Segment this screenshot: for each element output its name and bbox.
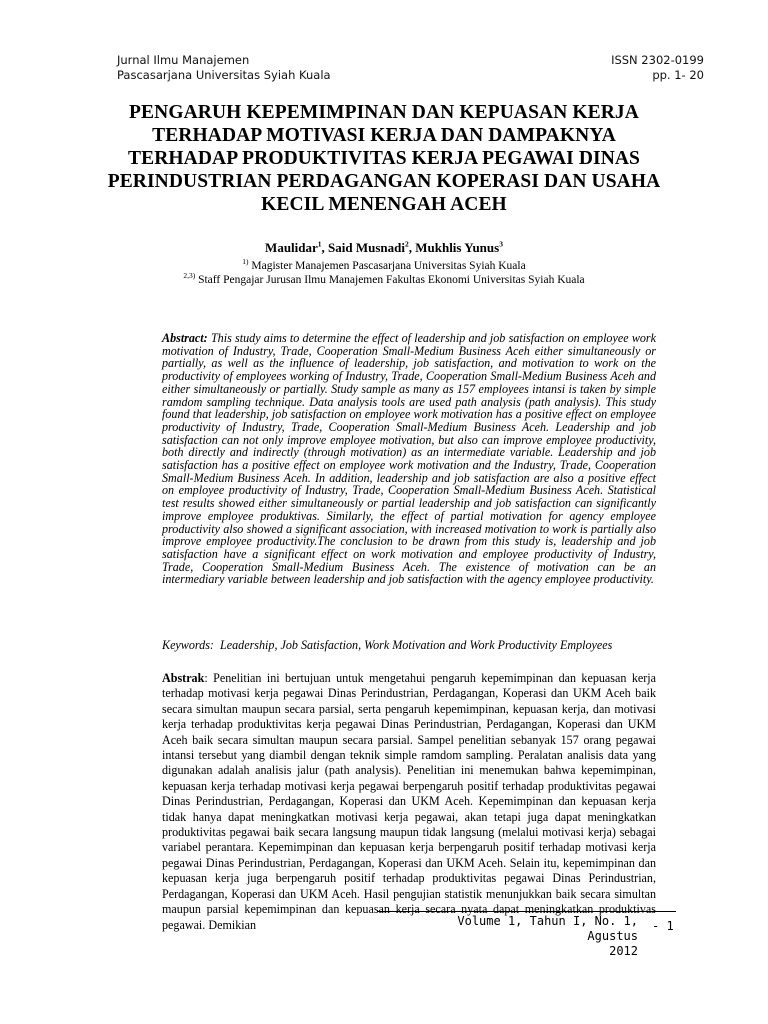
abstract-english [162, 332, 656, 586]
abstract-text: This study aims to determine the effect of leadership and job satisfaction on employee work motivation of Industry, Trade, Cooperation Small-Medium Business Aceh either simultaneously or partially, as well as the influence of leadership, job satisfaction, and motivation to work on the productivity of employees working of Industry, Trade, Cooperation Small-Medium Business Aceh and either simultaneously or partially. Study sample as many as 157 employees intansi is taken by simple ramdom sampling technique. Data analysis tools are used path analysis (path analysis). This study found that leadership, job satisfaction on employee work motivation has a positive effect on employee productivity of Industry, Trade, Cooperation Small-Medium Business Aceh. Leadership and job satisfaction can not only improve employee motivation, but also can improve employee productivity, both directly and indirectly (through motivation) as an intermediate variable. Leadership and job satisfaction has a positive effect on employee work motivation and the Industry, Trade, Cooperation Small-Medium Business Aceh. In addition, leadership and job satisfaction are also a positive effect on employee productivity of Industry, Trade, Cooperation Small-Medium Business Aceh. Statistical test results showed either simultaneously or partial leadership and job satisfaction can significantly improve employee produktivas. Similarly, the effect of partial motivation for agency employee productivity also showed a significant association, with increased motivation to work is partially also improve employee productivity.The conclusion to be drawn from this study is, leadership and job satisfaction have a significant effect on work motivation and employee productivity of Industry, Trade, Cooperation Small-Medium Business Aceh. The existence of motivation can be an intermediary variable between leadership and job satisfaction with the agency employee productivity. [162, 331, 657, 587]
affiliation-sup: 2,3) [183, 271, 196, 281]
author-sup: 3 [499, 239, 503, 249]
journal-name: Jurnal Ilmu Manajemen [117, 53, 250, 67]
keywords-label: Keywords: [162, 638, 214, 652]
abstract-label: Abstract: [162, 331, 208, 345]
author-name: Mukhlis Yunus [415, 240, 500, 255]
affiliation-text: Magister Manajemen Pascasarjana Universitas Syiah Kuala [251, 260, 526, 272]
affiliation-text: Staff Pengajar Jurusan Ilmu Manajemen Fakultas Ekonomi Universitas Syiah Kuala [198, 274, 585, 286]
abstrak-label: Abstrak [162, 671, 205, 685]
paper-title: PENGARUH KEPEMIMPINAN DAN KEPUASAN KERJA TERHADAP MOTIVASI KERJA DAN DAMPAKNYA TERHADAP PRODUKTIVITAS KERJA PEGAWAI DINAS PERINDUSTRIAN PERDAGANGAN KOPERASI DAN USAHA KECIL MENENGAH ACEH [107, 102, 661, 215]
keywords-text: Leadership, Job Satisfaction, Work Motivation and Work Productivity Employees [220, 638, 613, 652]
author-name: Said Musnadi [328, 240, 405, 255]
affiliation-2 [0, 271, 768, 286]
author-name: Maulidar [265, 240, 318, 255]
abstrak-text: : Penelitian ini bertujuan untuk mengetahui pengaruh kepemimpinan dan kepuasan kerja terhadap motivasi kerja pegawai Dinas Perindustrian, Perdagangan, Koperasi dan UKM Aceh baik secara simultan maupun secara parsial, serta pengaruh kepemimpinan, kepuasan kerja, dan motivasi kerja terhadap produktivitas kerja pegawai Dinas Perindustrian, Perdagangan, Koperasi dan UKM Aceh baik secara simultan maupun secara parsial. Sampel penelitian sebanyak 157 orang pegawai intansi tersebut yang diambil dengan teknik simple ramdom sampling. Peralatan analisis data yang digunakan adalah analisis jalur (path analysis). Penelitian ini menemukan bahwa kepemimpinan, kepuasan kerja terhadap motivasi kerja pegawai berpengaruh positif terhadap produktivitas pegawai Dinas Perindustrian, Perdagangan, Koperasi dan UKM Aceh. Kepemimpinan dan kepuasan kerja tidak hanya dapat meningkatkan motivasi kerja pegawai, akan tetapi juga dapat meningkatkan produktivitas pegawai baik secara langsung maupun tidak langsung (melalui motivasi kerja) sebagai variabel perantara. Kepemimpinan dan kepuasan kerja berpengaruh positif terhadap motivasi kerja pegawai Dinas Perindustrian, Perdagangan, Koperasi dan UKM Aceh. Selain itu, kepemimpinan dan kepuasan kerja juga berpengaruh positif terhadap produktivitas pegawai Dinas Perindustrian, Perdagangan, Koperasi dan UKM Aceh. Hasil pengujian statistik menunjukkan baik secara simultan maupun parsial kepemimpinan dan kepuasan kerja secara nyata dapat meningkatkan produktivas pegawai. Demikian [162, 671, 656, 932]
issn-header [611, 53, 704, 83]
keywords [162, 638, 656, 653]
issn: ISSN 2302-0199 [611, 53, 704, 67]
footer-volume-line2: 2012 [609, 944, 638, 958]
author-list: Maulidar$^1$, Said Musnadi$^2$, Mukhlis Yunus$^3$ [265, 239, 503, 255]
footer-volume-line1: Volume 1, Tahun I, No. 1, Agustus [457, 914, 638, 943]
page-range: pp. 1- 20 [652, 68, 704, 82]
journal-header [117, 53, 331, 83]
affiliation-sup: 1) [242, 257, 249, 267]
author-sup: 2 [404, 239, 409, 249]
author-sup: 1 [317, 239, 322, 249]
footer-page-number: - 1 [652, 919, 674, 933]
footer-volume [410, 914, 638, 959]
journal-institution: Pascasarjana Universitas Syiah Kuala [117, 68, 331, 82]
footer-rule [377, 911, 676, 912]
affiliation-1 [0, 257, 768, 272]
abstract-indonesian [162, 671, 656, 933]
